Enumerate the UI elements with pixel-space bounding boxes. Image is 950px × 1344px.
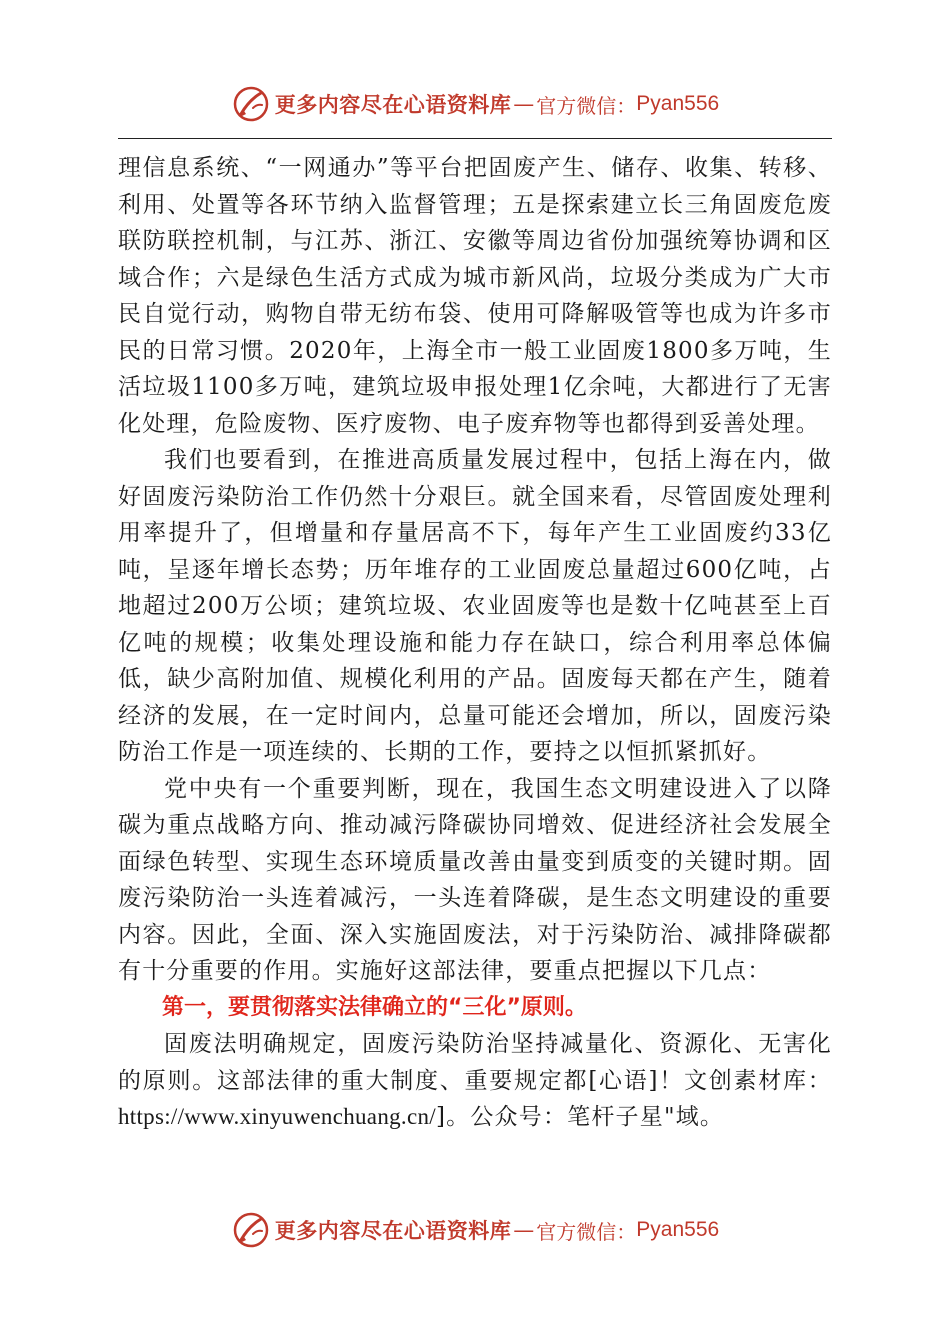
paragraph-4-tail: ]。公众号：笔杆子星"域。: [435, 1104, 725, 1130]
header-banner: [0, 82, 950, 126]
paragraph-4: [118, 1026, 832, 1136]
section-heading-1: 第一，要贯彻落实法律确立的“三化”原则。: [162, 994, 587, 1020]
header-divider: [118, 138, 832, 139]
header-separator: —: [513, 92, 535, 116]
header-wechat-id: Pyan556: [636, 92, 720, 115]
footer-banner: [0, 1208, 950, 1252]
footer-wechat-label: 官方微信：: [536, 1219, 637, 1244]
footer-separator: —: [513, 1218, 535, 1242]
brush-logo-icon: [231, 1210, 271, 1250]
brush-logo-icon: [231, 84, 271, 124]
paragraph-1: 理信息系统、“一网通办”等平台把固废产生、储存、收集、转移、利用、处置等各环节纳入监督管理；五是探索建立长三角固废危废联防联控机制，与江苏、浙江、安徽等周边省份加强统筹协调和区域合作；六是绿色生活方式成为城市新风尚，垃圾分类成为广大市民自觉行动，购物自带无纺布袋、使用可降解吸管等也成为许多市民的日常习惯。2020年，上海全市一般工业固废1800多万吨，生活垃圾1100多万吨，建筑垃圾申报处理1亿余吨，大都进行了无害化处理，危险废物、医疗废物、电子废弃物等也都得到妥善处理。: [118, 155, 832, 437]
paragraph-2: 我们也要看到，在推进高质量发展过程中，包括上海在内，做好固废污染防治工作仍然十分艰巨。就全国来看，尽管固废处理利用率提升了，但增量和存量居高不下，每年产生工业固废约33亿吨，呈逐年增长态势；历年堆存的工业固废总量超过600亿吨，占地超过200万公顷；建筑垃圾、农业固废等也是数十亿吨甚至上百亿吨的规模；收集处理设施和能力存在缺口，综合利用率总体偏低，缺少高附加值、规模化利用的产品。固废每天都在产生，随着经济的发展，在一定时间内，总量可能还会增加，所以，固废污染防治工作是一项连续的、长期的工作，要持之以恒抓紧抓好。: [118, 447, 832, 765]
paragraph-4-text: 固废法明确规定，固废污染防治坚持减量化、资源化、无害化的原则。这部法律的重大制度、重要规定都[心语]！文创素材库：: [118, 1031, 832, 1094]
website-link[interactable]: https://www.xinyuwenchuang.cn/: [118, 1104, 436, 1129]
header-wechat-label: 官方微信：: [536, 93, 637, 118]
document-body: [118, 150, 832, 1136]
footer-wechat-id: Pyan556: [636, 1218, 720, 1241]
footer-banner-text: 更多内容尽在心语资料库: [274, 1219, 512, 1243]
header-banner-text: 更多内容尽在心语资料库: [274, 93, 512, 117]
paragraph-3: 党中央有一个重要判断，现在，我国生态文明建设进入了以降碳为重点战略方向、推动减污降碳协同增效、促进经济社会发展全面绿色转型、实现生态环境质量改善由量变到质变的关键时期。固废污染防治一头连着减污，一头连着降碳，是生态文明建设的重要内容。因此，全面、深入实施固废法，对于污染防治、减排降碳都有十分重要的作用。实施好这部法律，要重点把握以下几点：: [118, 775, 832, 984]
